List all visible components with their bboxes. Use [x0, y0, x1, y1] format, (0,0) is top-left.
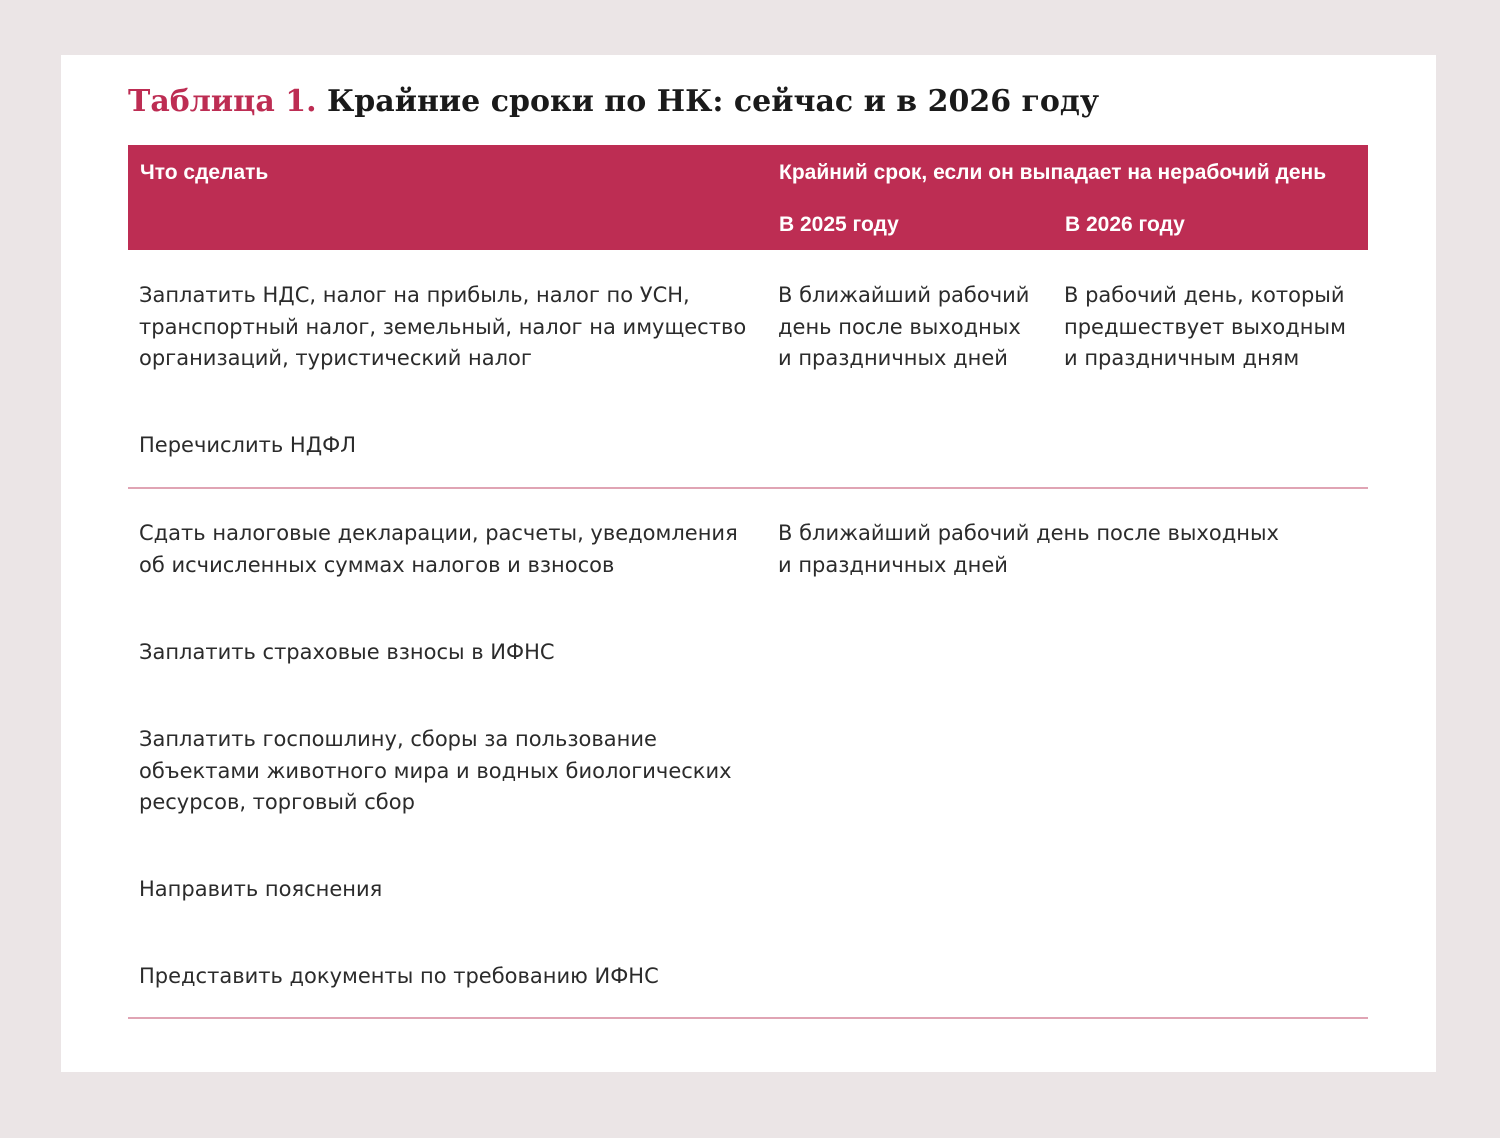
- table-row-action: Заплатить госпошлину, сборы за пользование объектами животного мира и водных биологических ресурсов, торговый сбор: [139, 727, 732, 814]
- table-row-action: Заплатить НДС, налог на прибыль, налог по УСН, транспортный налог, земельный, налог на имущество организаций, туристический налог: [139, 283, 747, 370]
- table-row-action: Перечислить НДФЛ: [139, 433, 356, 457]
- table-header: [128, 145, 1368, 250]
- table-row-action: Представить документы по требованию ИФНС: [139, 964, 659, 988]
- deadline-both-years-cell: В ближайший рабочий день после выходных и праздничных дней: [778, 521, 1279, 577]
- table-title: [128, 82, 1099, 122]
- group-divider: [128, 487, 1368, 489]
- table-row-action: Направить пояснения: [139, 877, 383, 901]
- header-year-2025: В 2025 году: [779, 213, 899, 236]
- deadline-2026-cell: В рабочий день, который предшествует выходным и праздничным дням: [1064, 283, 1346, 370]
- table-title-text: Крайние сроки по НК: сейчас и в 2026 году: [327, 84, 1100, 119]
- table-number: Таблица 1.: [128, 84, 317, 119]
- header-year-2026: В 2026 году: [1065, 213, 1185, 236]
- table-bottom-divider: [128, 1017, 1368, 1019]
- table-row-action: Заплатить страховые взносы в ИФНС: [139, 640, 555, 664]
- header-what-to-do: Что сделать: [140, 161, 269, 184]
- deadline-2025-cell: В ближайший рабочий день после выходных и праздничных дней: [778, 283, 1030, 370]
- table-row-action: Сдать налоговые декларации, расчеты, уведомления об исчисленных суммах налогов и взносов: [139, 521, 738, 577]
- header-deadline-group: Крайний срок, если он выпадает на нерабочий день: [779, 161, 1327, 184]
